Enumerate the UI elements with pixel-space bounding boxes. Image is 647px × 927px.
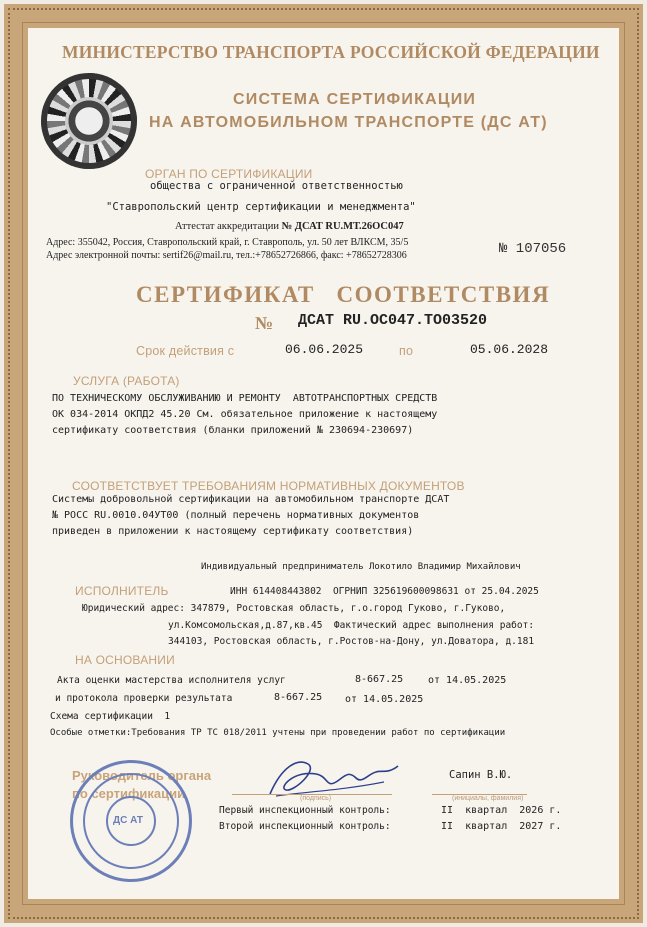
stamp-center-text: ДС АТ [113,815,143,826]
certification-scheme: Схема сертификации 1 [50,711,171,722]
organ-contacts: Адрес электронной почты: sertif26@mail.ru, тел.:+78652726866, факс: +78652728306 [46,250,407,261]
act-number: 8-667.25 [355,674,404,685]
form-number: № 107056 [499,241,567,257]
valid-from: 06.06.2025 [285,342,364,357]
official-stamp-icon [70,760,192,882]
name-caption: (инициалы, фамилия) [452,795,524,802]
special-notes: Особые отметки:Требования ТР ТС 018/2011 учтены при проведении работ по сертификации [50,728,506,738]
act-label: Акта оценки мастерства исполнителя услуг [57,675,286,686]
validity-to-label: по [399,344,414,358]
organ-label: ОРГАН ПО СЕРТИФИКАЦИИ [145,167,313,181]
executor-legal-line2: ул.Комсомольская,д.87,кв.45 Фактический адрес выполнения работ: [168,620,535,631]
service-line1: ПО ТЕХНИЧЕСКОМУ ОБСЛУЖИВАНИЮ И РЕМОНТУ АВТОТРАНСПОРТНЫХ СРЕДСТВ [52,393,438,404]
accreditation-label: Аттестат аккредитации [175,221,279,232]
certificate-title: СЕРТИФИКАТ СООТВЕТСТВИЯ [136,282,551,307]
system-title-line2: НА АВТОМОБИЛЬНОМ ТРАНСПОРТЕ (ДС АТ) [149,114,548,131]
head-title-line1: Руководитель органа [72,768,212,783]
protocol-number: 8-667.25 [274,692,323,703]
requirements-line1: Системы добровольной сертификации на автомобильном транспорте ДСАТ [52,494,450,505]
head-title-line2: по сертификации [72,786,186,801]
validity-label: Срок действия с [136,344,235,358]
signature-line [232,794,392,795]
certificate-number-sign: № [255,313,274,333]
requirements-line3: приведен в приложении к настоящему сертификату соответствия) [52,526,414,537]
accreditation [175,221,404,232]
basis-label: НА ОСНОВАНИИ [75,653,175,667]
hologram-seal-icon [41,73,137,169]
executor-label: ИСПОЛНИТЕЛЬ [75,584,169,598]
service-line3: сертификату соответствия (бланки приложений № 230694-230697) [52,425,414,436]
organ-line1: общества с ограниченной ответственностью [150,180,403,192]
accreditation-value: № ДСАТ RU.МТ.26ОС047 [281,221,404,232]
service-label: УСЛУГА (РАБОТА) [73,374,180,388]
executor-legal-line1: Юридический адрес: 347879, Ростовская область, г.о.город Гуково, г.Гуково, [82,603,506,614]
requirements-line2: № РОСС RU.0010.04УТ00 (полный перечень нормативных документов [52,510,420,521]
valid-to: 05.06.2028 [470,342,549,357]
service-line2: ОК 034-2014 ОКПД2 45.20 См. обязательное приложение к настоящему [52,409,438,420]
protocol-label: и протокола проверки результата [55,693,233,704]
executor-actual-address: 344103, Ростовская область, г.Ростов-на-Дону, ул.Доватора, д.181 [168,636,535,647]
protocol-date: от 14.05.2025 [345,694,424,705]
act-date: от 14.05.2025 [428,675,507,686]
signer-name: Сапин В.Ю. [449,769,513,781]
ministry-title: МИНИСТЕРСТВО ТРАНСПОРТА РОССИЙСКОЙ ФЕДЕРАЦИИ [62,42,600,62]
executor-name: Индивидуальный предприниматель Локотило Владимир Михайлович [201,562,521,572]
executor-ids: ИНН 614408443802 ОГРНИП 325619600098631 от 25.04.2025 [230,586,539,597]
control1-label: Первый инспекционный контроль: [219,805,391,816]
requirements-label: СООТВЕТСТВУЕТ ТРЕБОВАНИЯМ НОРМАТИВНЫХ ДОКУМЕНТОВ [72,479,465,493]
certificate-number: ДСАТ RU.ОС047.ТО03520 [298,312,488,329]
control1-value: II квартал 2026 г. [441,805,562,816]
organ-line2: "Ставропольский центр сертификации и менеджмента" [106,201,416,213]
control2-label: Второй инспекционный контроль: [219,821,391,832]
system-title-line1: СИСТЕМА СЕРТИФИКАЦИИ [233,91,477,108]
control2-value: II квартал 2027 г. [441,821,562,832]
name-line [432,794,527,795]
signature-caption: (подпись) [300,795,332,802]
organ-address: Адрес: 355042, Россия, Ставропольский край, г. Ставрополь, ул. 50 лет ВЛКСМ, 35/5 [46,237,409,248]
